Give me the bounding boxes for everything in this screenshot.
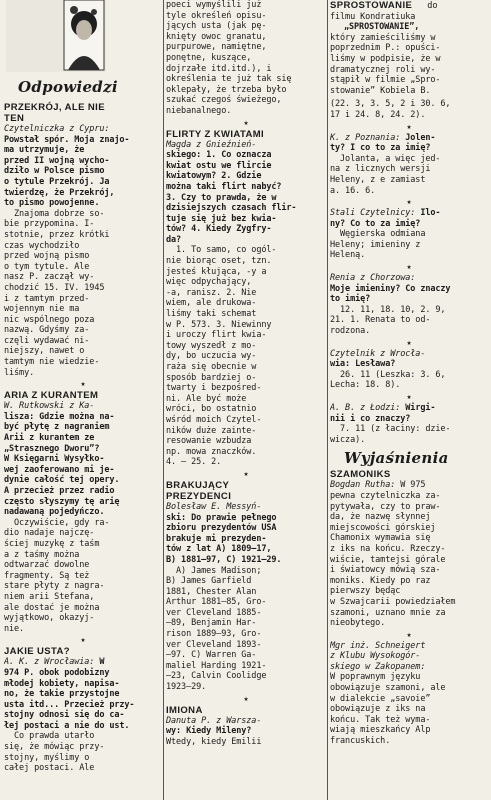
article-flirty <box>166 129 326 468</box>
answer-line: Heleny; imieniny z <box>330 239 421 250</box>
title-tail: do <box>427 1 438 11</box>
addressee: Bolesław E. Messyń- <box>166 501 262 512</box>
article-sprostowanie <box>330 0 488 96</box>
article-title: ARIA Z KURANTEM <box>4 390 99 402</box>
answer-line: oklepały, że trzeba było <box>166 84 287 95</box>
question-line: być płytę z nagraniem <box>4 422 110 433</box>
answer-line: 1881, Chester Alan <box>166 586 257 597</box>
answer-line: a. 16. 6. <box>330 185 376 196</box>
answer-line: 4. — 25. 2. <box>166 457 222 468</box>
question-line: lisza: Gdzie można na- <box>4 411 115 422</box>
body-line: i światowcy mówią sza- <box>330 565 441 576</box>
answer-line: się, że mówiąc przy- <box>4 742 105 753</box>
answer-line: stare płyty z nagra- <box>4 581 105 592</box>
answer-line: nie biorąc oset, tzn. <box>166 256 272 267</box>
addressee: Magda z Gnieźnień- <box>166 139 257 150</box>
answer-line: dio nadaje najczę- <box>4 528 95 539</box>
answer-line: 12. 11, 18. 10, 2. 9, <box>330 304 446 315</box>
question-line: stojny odnosi się do ca- <box>4 710 125 721</box>
article-prezydenci <box>166 480 326 693</box>
answer-line: purpurowe, namiętne, <box>166 42 267 53</box>
addressee: Stali Czytelnicy: <box>330 208 416 219</box>
question-line: Ilo- <box>420 208 441 219</box>
article-usta <box>4 646 162 774</box>
article-imiona <box>166 705 326 748</box>
separator-star: ★ <box>406 121 412 131</box>
article-usta-continued <box>166 0 326 117</box>
answer-line: Jolanta, a więc jed- <box>330 153 441 164</box>
answer-line: ver Cleveland 1885- <box>166 607 262 618</box>
body-line: wiście, tamtejsi górale <box>330 554 446 565</box>
question-line: ski: Do prawie pełnego <box>166 512 277 523</box>
article-aria <box>4 390 162 634</box>
addressee: Danuta P. z Warsza- <box>166 715 262 726</box>
question-line: brakuje mi prezyden- <box>166 533 267 544</box>
answer-line: ale dostać je można <box>4 602 100 613</box>
separator-star: ★ <box>406 392 412 401</box>
answer-line: stotnie, przez krótki <box>4 229 110 240</box>
qa-ilona <box>330 208 488 261</box>
article-title: SZAMONIKS <box>330 469 391 481</box>
answer-line: niebanalnego. <box>166 105 232 116</box>
answer-line: resowanie wzbudza <box>166 436 252 447</box>
column-2 <box>166 0 326 800</box>
body-line: nieobytego. <box>330 618 386 629</box>
question-line: przed II wojną wycho- <box>4 155 110 166</box>
answer-line: wróci, bo ostatnio <box>166 404 257 415</box>
answer-line: nie. <box>4 623 25 634</box>
question-line: łej postaci a nie do ust. <box>4 720 130 731</box>
qa-jolenta <box>330 133 488 197</box>
subtitle: filmu Kondratiuka <box>330 11 416 22</box>
answer-line: Lecha: 18. 8). <box>330 380 401 391</box>
question-line: no, że takie przystojne <box>4 689 120 700</box>
addressee: W. Rutkowski z Ka- <box>4 401 95 412</box>
question-line: to imię? <box>330 294 371 305</box>
answer-line: ni. Ale być może <box>166 393 247 404</box>
question-line: wia: Lesława? <box>330 359 396 370</box>
answer-line: jesteś kłująca, -y a <box>166 266 267 277</box>
body-line: francuskich. <box>330 736 391 747</box>
answer-line: sposób bardziej o- <box>166 372 257 383</box>
question-line: tuje się już bez kwia- <box>166 213 277 224</box>
question-line: ma utrzymuje, że <box>4 145 85 156</box>
body-line: który zamieściliśmy w <box>330 32 436 43</box>
answer-line: B) James Garfield <box>166 576 252 587</box>
article-przekroj <box>4 102 162 378</box>
answer-line: raża się obecnie w <box>166 362 257 372</box>
answer-line: określenia te już tak się <box>166 74 292 85</box>
separator-star: ★ <box>406 197 412 207</box>
answer-line: knięty owoc granatu, <box>166 31 267 42</box>
question-line: 3. Czy to prawda, że w <box>166 192 277 203</box>
separator-star: ★ <box>243 117 249 127</box>
answer-line: —89, Benjamin Har- <box>166 618 257 629</box>
article-title: TEN <box>4 113 25 124</box>
answer-line: Heleny, z e zamiast <box>330 174 426 185</box>
body-line: końcu. Tak też wyma- <box>330 714 431 725</box>
body-line: obowiązuje szamoni, ale <box>330 683 446 694</box>
article-title: SPROSTOWANIE <box>330 0 413 11</box>
question-line: twierdzę, że Przekrój, <box>4 187 115 198</box>
body-line: w dialekcie „savoie” <box>330 693 431 704</box>
question-line: Powstał spór. Moja znajo- <box>4 134 130 145</box>
answer-line: czas wychodziło <box>4 240 80 251</box>
question-line: W <box>99 657 105 668</box>
addressee: Mgr inż. Schneigert <box>330 640 426 651</box>
column-1 <box>4 0 162 800</box>
body-line: pytywała, czy to praw- <box>330 501 441 512</box>
answer-line: dy, bo uczucia wy- <box>166 351 257 362</box>
question-line: młodej kobiety, napisa- <box>4 678 120 689</box>
answer-line: poeci wymyślili już <box>166 0 262 10</box>
question-line: da? <box>166 234 182 245</box>
question-line: dynie całość tej opery. <box>4 475 120 486</box>
separator-star: ★ <box>406 337 412 347</box>
film-title: „SPROSTOWANIE”, <box>344 22 420 33</box>
question-line: „Strasznego Dworu”? <box>4 443 100 454</box>
answer-line: a z taśmy można <box>4 549 80 560</box>
answer-line: ponętne, kuszące, <box>166 52 252 63</box>
question-line: usta itd... Przecież przy- <box>4 699 135 710</box>
answer-line: Oczywiście, gdy ra- <box>4 517 110 528</box>
question-line: 974 P. obok podobizny <box>4 667 110 678</box>
question-line: kwiatowym? 2. Gdzie <box>166 171 262 182</box>
answer-line: jących usta (jak pę- <box>166 21 267 32</box>
answer-line: w P. 573. 3. Niewinny <box>166 319 272 330</box>
separator-star: ★ <box>80 379 86 389</box>
answer-line: np. mowa znaczków. <box>166 446 257 457</box>
addressee: Bogdan Rutha: <box>330 480 396 491</box>
answer-line: 1. To samo, co ogól- <box>166 245 277 256</box>
answer-line: —23, Calvin Coolidge <box>166 671 267 682</box>
answer-line: liśmy. <box>4 367 35 378</box>
separator-star: ★ <box>243 693 249 703</box>
addressee: Renia z Chorzowa: <box>330 273 416 284</box>
question-line: dzisiejszych czasach flir- <box>166 203 297 214</box>
answer-line: rodzona. <box>330 326 371 337</box>
answer-line: wśród moich Czytel- <box>166 414 262 425</box>
body-line: z iks na końcu. Rzeczy- <box>330 543 446 554</box>
addressee: z Klubu Wysokogór- <box>330 651 421 662</box>
body-line: moniks. Kiedy po raz <box>330 575 431 586</box>
question-line: wy: Kiedy Mileny? <box>166 726 252 737</box>
question-line: W Księgarni Wysyłko- <box>4 454 105 465</box>
answer-line: nic wspólnego poza <box>4 314 95 325</box>
question-line: o tytule Przekrój. Ja <box>4 176 110 187</box>
article-title: PRZEKRÓJ, ALE NIE <box>4 102 105 113</box>
separator-star: ★ <box>80 635 86 645</box>
question-line: kwiat ostu we flircie <box>166 160 272 171</box>
qa-renia <box>330 273 488 337</box>
answer-line: przed wojną pismo <box>4 251 90 262</box>
body-line: W poprawnym języku <box>330 672 421 683</box>
answer-line: na z licznych wersji <box>330 164 431 175</box>
answer-line: wicza). <box>330 434 366 445</box>
answer-line: 26. 11 (Leszka: 3. 6, <box>330 369 446 380</box>
answer-line: twarty i bezpośred- <box>166 383 262 394</box>
body-line: W 975 <box>400 480 426 491</box>
question-line: dziło w Polsce pismo <box>4 166 105 177</box>
addressee: K. z Poznania: <box>330 132 401 143</box>
addressee: Czytelnik z Wrocła- <box>330 348 426 359</box>
separator-star: ★ <box>406 262 412 272</box>
body-line: szamoni, uznano mnie za <box>330 607 446 618</box>
answer-line: maliel Harding 1921- <box>166 660 267 671</box>
question-line: tów z lat A) 1809—17, <box>166 544 272 555</box>
body-line: stowanie” Kobiela B. <box>330 85 431 96</box>
answer-line: bie przypomina. I- <box>4 219 95 230</box>
answer-line: Wtedy, kiedy Emilii <box>166 736 262 747</box>
question-line: Arii z kurantem ze <box>4 433 95 444</box>
section-banner-explanations: Wyjaśnienia <box>344 449 449 468</box>
answer-line: 21. 1. Renata to od- <box>330 315 431 326</box>
answer-line: wojennym nie ma <box>4 304 80 315</box>
article-title: FLIRTY Z KWIATAMI <box>166 128 265 140</box>
question-line: wej zaoferowano mi je- <box>4 464 115 475</box>
addressee: Czytelniczka z Cypru: <box>4 124 110 134</box>
answer-line: 17 i 24. 8, 24. 2). <box>330 109 426 120</box>
question-line: Jolen- <box>405 132 436 143</box>
answer-line: —97. C) Warren Ga- <box>166 650 257 661</box>
body-line: pewna czytelniczka za- <box>330 490 441 501</box>
answer-line: towy wyszedł z mo- <box>166 340 257 351</box>
question-line: zbioru prezydentów USA <box>166 523 277 534</box>
answer-line: wiem, ale drukowa- <box>166 298 257 309</box>
body-line: Chamonix wymawia się <box>330 533 431 544</box>
answer-line: więc odpychający, <box>166 277 252 288</box>
qa-leslawa <box>330 349 488 391</box>
addressee: skiego w Zakopanem: <box>330 661 426 672</box>
portrait-photo <box>6 0 106 72</box>
question-line: nadawaną pojedyńczo. <box>4 507 105 518</box>
answer-line: (22. 3, 3. 5, 2 i 30. 6, <box>330 99 451 110</box>
answer-line: fragmenty. Są też <box>4 570 90 581</box>
body-line: da, że nazwę słynnej <box>330 512 431 523</box>
answer-line: A) James Madison; <box>166 565 262 576</box>
answer-line: o tym tytule. Ale <box>4 261 90 272</box>
answer-line: stojny, myślimy o <box>4 752 90 763</box>
body-line: pierwszy będąc <box>330 586 401 597</box>
body-line: stąpił w filmie „Spro- <box>330 75 441 86</box>
answer-line: ników duże zainte- <box>166 425 257 436</box>
answer-line: częli wydawać ni- <box>4 335 90 346</box>
question-line: ny? Co to za imię? <box>330 218 421 229</box>
body-line: wiają mieszkańcy Alp <box>330 725 431 736</box>
question-line: ty? I co to za imię? <box>330 143 431 154</box>
question-line: B) 1881—97, C) 1921—29. <box>166 554 282 565</box>
answer-line: i uroczy flirt kwia- <box>166 330 267 341</box>
answer-line: i z tamtym przed- <box>4 293 90 304</box>
question-line: skiego: 1. Co oznacza <box>166 150 272 161</box>
body-line: liśmy w podpisie, że w <box>330 53 441 64</box>
answer-line: Znajoma dobrze so- <box>4 208 105 219</box>
answer-line: rison 1889—93, Gro- <box>166 629 262 640</box>
answer-line: odtwarzać dowolne <box>4 560 90 571</box>
answer-line: szukać czegoś świeżego, <box>166 95 282 106</box>
answer-line: nasz P. zaczął wy- <box>4 272 95 283</box>
qa-wirginia <box>330 403 488 445</box>
answer-line: tyle określeń opisu- <box>166 10 267 21</box>
body-line: miejscowości górskiej <box>330 522 436 533</box>
answer-line: Arthur 1881—85, Gro- <box>166 597 267 608</box>
answer-line: dojrzałe itd.itd.), i <box>166 63 272 74</box>
question-line: często słyszymy tę arię <box>4 496 120 507</box>
answer-line: wyjątkowo, okazyj- <box>4 613 95 624</box>
body-line: obowiązuje z iks na <box>330 704 426 715</box>
question-line: Moje imieniny? Co znaczy <box>330 283 451 294</box>
question-line: Wirgi- <box>405 403 436 413</box>
answer-line: nazwą. Gdyśmy za- <box>4 325 90 336</box>
separator-star: ★ <box>406 629 412 639</box>
answer-line: całej postaci. Ale <box>4 763 95 774</box>
question-line: nii i co znaczy? <box>330 413 411 424</box>
answer-line: chodzić 15. IV. 1945 <box>4 282 105 293</box>
body-line: w Szwajcarii powiedziałem <box>330 596 456 607</box>
answer-line: Heleną. <box>330 250 366 261</box>
question-line: można taki flirt nabyć? <box>166 181 282 192</box>
answer-line: niejszy, nawet o <box>4 346 85 357</box>
answer-line: liśmy taki schemat <box>166 309 257 320</box>
article-title: IMIONA <box>166 704 203 716</box>
article-szamoniks <box>330 469 488 628</box>
article-title: BRAKUJĄCY <box>166 479 230 491</box>
answer-line: Węgierska odmiana <box>330 229 426 240</box>
body-line: poprzednim P.: opuści- <box>330 43 441 54</box>
addressee: A. K. z Wrocławia: <box>4 657 95 668</box>
answer-line: tamtym nie wiedzie- <box>4 357 100 368</box>
answer-line: niem arii Stefana, <box>4 591 95 602</box>
answer-line: -a, ranisz. 2. Nie <box>166 287 257 298</box>
answer-line: 7. 11 (z łaciny: dzie- <box>330 424 451 435</box>
article-schneigert <box>330 641 488 747</box>
question-line: tów? 4. Kiedy Zygfry- <box>166 224 272 235</box>
article-title: PREZYDENCI <box>166 490 232 502</box>
question-line: A przecież przez radio <box>4 486 115 496</box>
answer-line: ver Cleveland 1893- <box>166 639 262 650</box>
addressee: A. B. z Łodzi: <box>330 403 401 413</box>
separator-star: ★ <box>243 468 249 478</box>
section-banner-answers: Odpowiedzi <box>18 78 118 96</box>
answer-line: Co prawda utarło <box>4 731 95 742</box>
answer-line: ściej muzykę z taśm <box>4 538 100 549</box>
answer-line: 1923—29. <box>166 682 207 693</box>
question-line: to pismo powojenne. <box>4 198 100 209</box>
column-3 <box>330 0 488 800</box>
body-line: dramatycznej roli wy- <box>330 64 436 75</box>
article-title: JAKIE USTA? <box>4 646 70 658</box>
